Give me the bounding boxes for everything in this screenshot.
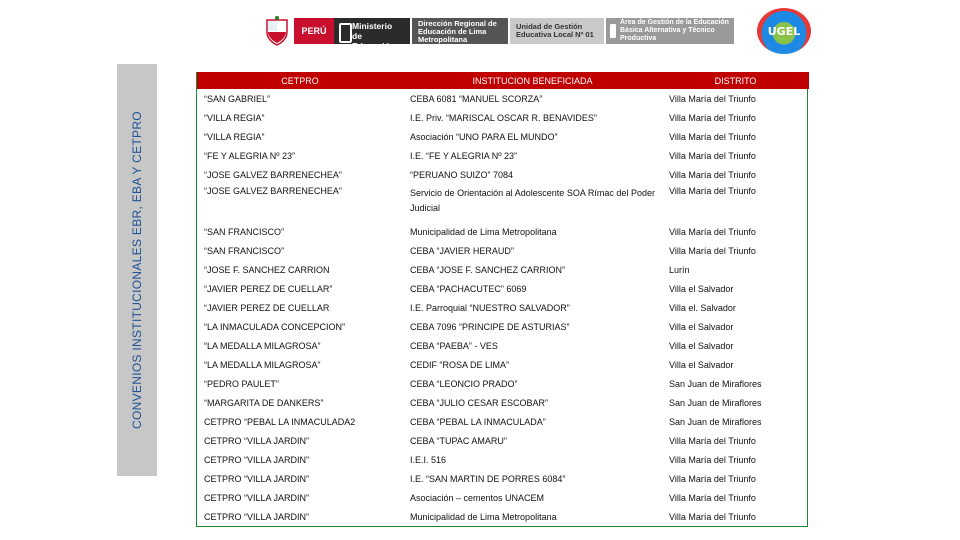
table-row xyxy=(197,127,809,146)
cell-distrito: Villa María del Triunfo xyxy=(669,245,756,256)
table-row xyxy=(197,355,809,374)
ugel-label: Unidad de Gestión Educativa Local Nº 01 xyxy=(510,18,604,44)
cell-institucion: CEBA “JULIO CESAR ESCOBAR” xyxy=(410,397,549,408)
table-row xyxy=(197,89,809,108)
cell-distrito: Lurín xyxy=(669,264,690,275)
table-row xyxy=(197,108,809,127)
cell-cetpro: CETPRO “PEBAL LA INMACULADA2 xyxy=(204,416,356,427)
cell-institucion: I.E.I. 516 xyxy=(410,454,447,465)
cell-distrito: Villa el Salvador xyxy=(669,340,734,351)
table-row xyxy=(197,241,809,260)
cell-distrito: Villa María del Triunfo xyxy=(669,93,756,104)
ministerio-label: Ministerio de Educación xyxy=(334,18,410,44)
column-header-institucion: INSTITUCION BENEFICIADA xyxy=(403,72,662,89)
cell-institucion: Asociación “UNO PARA EL MUNDO” xyxy=(410,131,558,142)
cell-institucion: I.E. “SAN MARTIN DE PORRES 6084” xyxy=(410,473,566,484)
cell-institucion: CEBA “JAVIER HERAUD” xyxy=(410,245,514,256)
cell-institucion: Municipalidad de Lima Metropolitana xyxy=(410,511,557,522)
cell-cetpro: “LA MEDALLA MILAGROSA” xyxy=(204,359,321,370)
cell-institucion: CEBA “PEBAL LA INMACULADA” xyxy=(410,416,546,427)
cell-institucion: CEDIF “ROSA DE LIMA” xyxy=(410,359,510,370)
table-row xyxy=(197,431,809,450)
logo-text: UGEL xyxy=(767,24,801,38)
cell-cetpro: “SAN FRANCISCO” xyxy=(204,226,285,237)
agreements-table xyxy=(196,72,808,527)
cell-distrito: Villa María del Triunfo xyxy=(669,511,756,522)
cell-institucion: CEBA “LEONCIO PRADO” xyxy=(410,378,518,389)
table-row xyxy=(197,393,809,412)
table-header-row xyxy=(197,72,809,89)
cell-distrito: San Juan de Miraflores xyxy=(669,397,762,408)
table-row xyxy=(197,450,809,469)
cell-cetpro: “VILLA REGIA” xyxy=(204,112,265,123)
table-row xyxy=(197,317,809,336)
cell-cetpro: CETPRO “VILLA JARDIN” xyxy=(204,454,310,465)
cell-cetpro: “LA MEDALLA MILAGROSA” xyxy=(204,340,321,351)
cell-distrito: Villa el. Salvador xyxy=(669,302,736,313)
cell-cetpro: CETPRO “VILLA JARDIN” xyxy=(204,511,310,522)
cell-institucion: CEBA 7096 “PRINCIPE DE ASTURIAS” xyxy=(410,321,570,332)
cell-distrito: Villa María del Triunfo xyxy=(669,473,756,484)
header-logos xyxy=(262,14,740,51)
ugel-logo xyxy=(757,8,811,54)
table-row xyxy=(197,336,809,355)
table-row xyxy=(197,298,809,317)
cell-cetpro: CETPRO “VILLA JARDIN” xyxy=(204,492,310,503)
cell-distrito: Villa María del Triunfo xyxy=(669,435,756,446)
cell-distrito: Villa María del Triunfo xyxy=(669,150,756,161)
cell-institucion: Servicio de Orientación al Adolescente SOA Rímac del Poder Judicial xyxy=(410,188,655,213)
cell-cetpro: “MARGARITA DE DANKERS” xyxy=(204,397,324,408)
cell-distrito: San Juan de Miraflores xyxy=(669,378,762,389)
cell-institucion: “PERUANO SUIZO” 7084 xyxy=(410,169,514,180)
cell-institucion: CEBA “PAEBA” - VES xyxy=(410,340,498,351)
cell-institucion: I.E. “FE Y ALEGRIA Nº 23” xyxy=(410,150,517,161)
cell-distrito: Villa María del Triunfo xyxy=(669,226,756,237)
cell-institucion: I.E. Parroquial “NUESTRO SALVADOR” xyxy=(410,302,570,313)
cell-institucion: Asociación – cementos UNACEM xyxy=(410,492,545,503)
table-row xyxy=(197,260,809,279)
cell-cetpro: “PEDRO PAULET” xyxy=(204,378,279,389)
cell-cetpro: “VILLA REGIA” xyxy=(204,131,265,142)
cell-institucion: CEBA “JOSE F. SANCHEZ CARRION” xyxy=(410,264,566,275)
cell-distrito: Villa el Salvador xyxy=(669,359,734,370)
side-title: CONVENIOS INSTITUCIONALES EBR, EBA Y CETPRO xyxy=(130,111,144,429)
side-title-bar xyxy=(117,64,157,476)
cell-cetpro: “JAVIER PEREZ DE CUELLAR xyxy=(204,302,330,313)
table-row xyxy=(197,146,809,165)
cell-institucion: Municipalidad de Lima Metropolitana xyxy=(410,226,557,237)
cell-distrito: Villa el Salvador xyxy=(669,283,734,294)
cell-cetpro: “SAN GABRIEL” xyxy=(204,93,271,104)
table-row xyxy=(197,184,809,222)
table-row xyxy=(197,488,809,507)
cell-distrito: Villa María del Triunfo xyxy=(669,112,756,123)
cell-cetpro: “FE Y ALEGRIA Nº 23” xyxy=(204,150,295,161)
cell-cetpro: “JOSE GALVEZ BARRENECHEA” xyxy=(204,186,342,196)
cell-distrito: Villa María del Triunfo xyxy=(669,454,756,465)
table-row xyxy=(197,507,809,526)
cell-cetpro: “LA INMACULADA CONCEPCION” xyxy=(204,321,346,332)
cell-institucion: CEBA “PACHACUTEC” 6069 xyxy=(410,283,527,294)
cell-distrito: Villa María del Triunfo xyxy=(669,169,756,180)
cell-cetpro: “JOSE GALVEZ BARRENECHEA” xyxy=(204,169,342,180)
dre-label: Dirección Regional de Educación de Lima Metropolitana xyxy=(412,18,508,44)
column-header-distrito: DISTRITO xyxy=(662,72,809,89)
table-row xyxy=(197,469,809,488)
cell-cetpro: CETPRO “VILLA JARDIN” xyxy=(204,435,310,446)
peru-crest-icon xyxy=(262,15,292,47)
cell-distrito: Villa María del Triunfo xyxy=(669,492,756,503)
cell-cetpro: “JOSE F. SANCHEZ CARRION xyxy=(204,264,330,275)
cell-distrito: Villa María del Triunfo xyxy=(669,186,756,196)
column-header-cetpro: CETPRO xyxy=(197,72,403,89)
cell-institucion: CEBA 6081 “MANUEL SCORZA” xyxy=(410,93,543,104)
cell-cetpro: CETPRO “VILLA JARDIN” xyxy=(204,473,310,484)
cell-distrito: Villa María del Triunfo xyxy=(669,131,756,142)
table-row xyxy=(197,222,809,241)
table-row xyxy=(197,279,809,298)
cell-cetpro: “SAN FRANCISCO” xyxy=(204,245,285,256)
cell-institucion: I.E. Priv. “MARISCAL OSCAR R. BENAVIDES” xyxy=(410,112,597,123)
cell-distrito: Villa el Salvador xyxy=(669,321,734,332)
cell-cetpro: “JAVIER PEREZ DE CUELLAR” xyxy=(204,283,333,294)
table-row xyxy=(197,374,809,393)
table-row xyxy=(197,165,809,184)
table-row xyxy=(197,412,809,431)
peru-label: PERÚ xyxy=(294,18,334,44)
cell-institucion: CEBA “TUPAC AMARU” xyxy=(410,435,507,446)
cell-distrito: San Juan de Miraflores xyxy=(669,416,762,427)
area-label: Área de Gestión de la Educación Básica Alternativa y Técnico Productiva xyxy=(606,18,734,44)
